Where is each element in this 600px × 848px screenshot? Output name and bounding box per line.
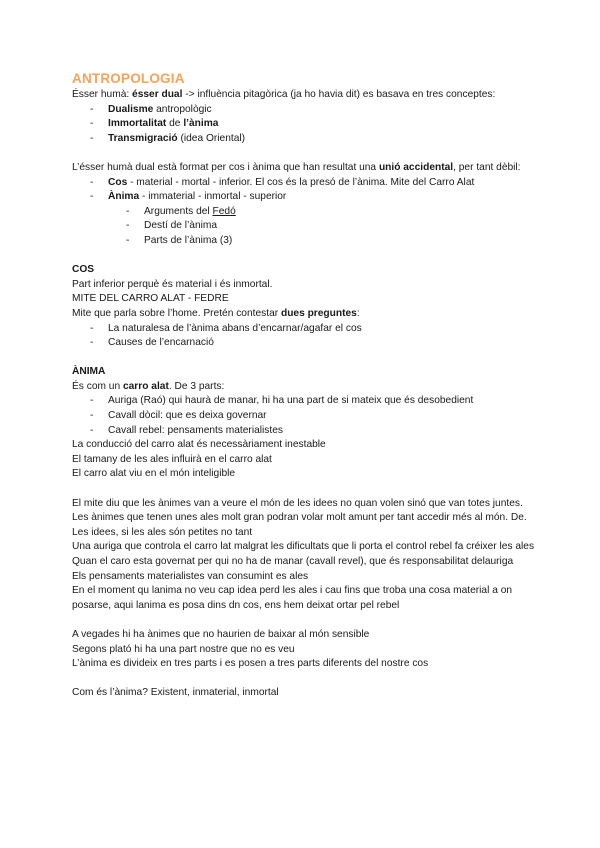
concepts-list xyxy=(72,103,542,147)
part-term: Cos xyxy=(108,176,128,188)
page-title: ANTROPOLOGIA xyxy=(72,71,185,86)
concept-term: Transmigració xyxy=(108,132,178,144)
part-term: Ànima xyxy=(108,191,140,203)
note-line: Segons plató hi ha una part nostre que no es veu xyxy=(72,643,295,655)
note-line: A vegades hi ha ànimes que no haurien de baixar al món sensible xyxy=(72,628,370,640)
note-paragraph: El mite diu que les ànimes van a veure el món de les idees no quan volen sinó que van totes juntes. Les ànimes que tenen unes ales molt gran podran volar molt amunt per tant accedir més al món. De. Les idees, si les ales són petites no tant xyxy=(72,497,527,538)
list-item xyxy=(72,205,542,220)
concept-mid: de xyxy=(166,118,184,130)
list-item xyxy=(72,219,542,234)
dual-paragraph xyxy=(72,161,542,176)
dual-bold: unió accidental xyxy=(378,161,454,173)
list-item: - Auriga (Raó) qui haurà de manar, hi ha una part de si mateix que és desobedient xyxy=(72,394,542,409)
note-paragraph: Quan el caro esta governat per qui no ha de manar (cavall revel), que és responsabilitat delauriga xyxy=(72,556,514,567)
note-line: L’ànima es divideix en tres parts i es posen a tres parts diferents del nostre cos xyxy=(72,658,429,670)
sub-text: Destí de l’ànima xyxy=(144,220,218,232)
anima-sublist xyxy=(72,205,542,249)
dual-rest: , per tant dèbil: xyxy=(453,161,521,173)
cos-line-prefix: Mite que parla sobre l’home. Pretén contestar xyxy=(72,307,281,319)
fedo-link[interactable]: Fedó xyxy=(212,205,236,217)
intro-prefix: Ésser humà: xyxy=(72,89,133,100)
list-item: - Cavall dòcil: que es deixa governar xyxy=(72,409,542,424)
list-item xyxy=(72,103,542,118)
list-item xyxy=(72,190,542,205)
parts-list xyxy=(72,176,542,205)
anima-line xyxy=(72,380,542,395)
part-rest: - material - mortal - inferior. El cos és la presó de l’ànima. Mite del Carro Alat xyxy=(127,176,475,188)
intro-rest: -> influència pitagòrica (ja ho havia dit) es basava en tres conceptes: xyxy=(182,89,496,100)
questions-list xyxy=(72,322,542,351)
anima-line: El tamany de les ales influirà en el carro alat xyxy=(72,453,272,465)
cos-heading: COS xyxy=(72,264,95,276)
anima-line: El carro alat viu en el món inteligible xyxy=(72,468,236,480)
concept-term-2: l’ànima xyxy=(183,118,219,130)
list-item: - Causes de l’encarnació xyxy=(72,336,542,351)
anima-line-rest: . De 3 parts: xyxy=(168,380,225,392)
note-paragraph: Una auriga que controla el carro lat malgrat les dificultats que li porta el control rebel fa créixer les ales xyxy=(72,541,535,553)
list-item: - Cavall rebel: pensaments materialistes xyxy=(72,424,542,439)
cos-line xyxy=(72,307,542,322)
concept-term: Immortalitat xyxy=(108,118,167,130)
list-item xyxy=(72,234,542,249)
note-paragraph: En el moment qu lanima no veu cap idea perd les ales i cau fins que troba una cosa material a on posarse, aqui lanima es posa dins dn cos, ens hem deixat ortar pel rebel xyxy=(72,585,513,611)
cos-line: Part inferior perquè és material i és inmortal. xyxy=(72,278,273,290)
list-item xyxy=(72,132,542,147)
intro-bold: ésser dual xyxy=(132,89,183,100)
cos-line-rest: : xyxy=(356,307,360,319)
sub-text: Arguments del xyxy=(144,205,213,217)
concept-term: Dualisme xyxy=(108,103,154,115)
list-item xyxy=(72,117,542,132)
anima-line-bold: carro alat xyxy=(122,380,169,392)
anima-heading: ÀNIMA xyxy=(72,366,106,378)
dual-prefix: L’ésser humà dual està format per cos i ànima que han resultat una xyxy=(72,161,379,173)
sub-text: Parts de l’ànima (3) xyxy=(144,234,233,246)
intro-paragraph xyxy=(72,88,542,103)
list-item: - La naturalesa de l’ànima abans d’encarnar/agafar el cos xyxy=(72,322,542,337)
anima-line-prefix: És com un xyxy=(72,380,123,392)
anima-line: La conducció del carro alat és necessàriament inestable xyxy=(72,439,326,451)
concept-rest: antropològic xyxy=(153,103,212,115)
document-content xyxy=(72,70,542,701)
anima-parts-list xyxy=(72,394,542,438)
cos-line-bold: dues preguntes xyxy=(280,307,357,319)
list-item xyxy=(72,176,542,191)
concept-rest: (idea Oriental) xyxy=(177,132,246,144)
part-rest: - immaterial - inmortal - superior xyxy=(139,191,287,203)
cos-line: MITE DEL CARRO ALAT - FEDRE xyxy=(72,293,229,305)
closing-line: Com és l’ànima? Existent, inmaterial, inmortal xyxy=(72,687,279,699)
note-paragraph: Els pensaments materialistes van consumint es ales xyxy=(72,570,309,582)
